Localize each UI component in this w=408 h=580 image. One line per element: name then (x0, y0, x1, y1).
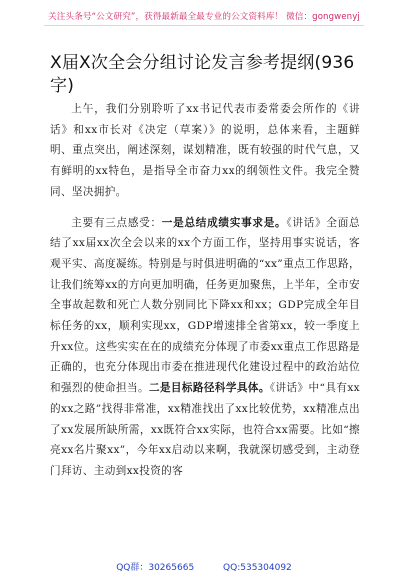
paragraph-intro: 上午，我们分别聆听了xx书记代表市委常委会所作的《讲话》和xx市长对《决定（草案）》的说明，总体来看，主题鲜明、重点突出，阐述深刻，谋划精准，既有较强的时代气息，又有鲜明的xx特色，是指导全市奋力xx的纲领性文件。我完全赞同、坚决拥护。 (50, 103, 360, 198)
feelings-lead: 主要有三点感受： (71, 216, 162, 229)
footer-qq: QQ:535304092 (223, 563, 292, 573)
footer-qq-group: QQ群：30265665 (116, 563, 195, 573)
point-one-heading: 一是总结成绩实事求是。 (161, 216, 287, 229)
paragraph-feelings (50, 213, 360, 482)
footer-contact (0, 560, 408, 573)
document-body (50, 99, 360, 482)
document-title: X届X次全会分组讨论发言参考提纲(936字) (50, 53, 355, 96)
point-two-text: 《讲话》中“具有xx的xx之路”找得非常准，xx精准找出了xx比较优势，xx精准点出了xx发展所缺所需，xx既符合xx实际，也符合xx需要。比如“擦亮xx名片聚xx”，今年xx启动以来啊，我就深切感受到，主动登门拜访、主动到xx投资的客 (50, 382, 360, 477)
point-one-text: 《讲话》全面总结了xx届xx次全会以来的xx个方面工作，坚持用事实说话，客观平实、高度凝练。特别是与时俱进明确的“xx”重点工作思路，让我们统筹xx的方向更加明确，任务更加聚焦，上半年，全市安全事故起数和死亡人数分别同比下降xx和xx；GDP完成全年目标任务的xx，顺利实现xx，GDP增速排全省第xx，较一季度上升xx位。这些实实在在的成绩充分体现了市委xx重点工作思路是正确的，也充分体现出市委在推进现代化建设过程中的政治站位和强烈的使命担当。 (50, 216, 360, 395)
header-divider (44, 25, 364, 26)
point-two-heading: 二是目标路径科学具体。 (148, 382, 270, 395)
header-banner: 关注头条号“公文研究”，获得最新最全最专业的公文资料库！ 微信：gongwenyj (48, 12, 360, 22)
